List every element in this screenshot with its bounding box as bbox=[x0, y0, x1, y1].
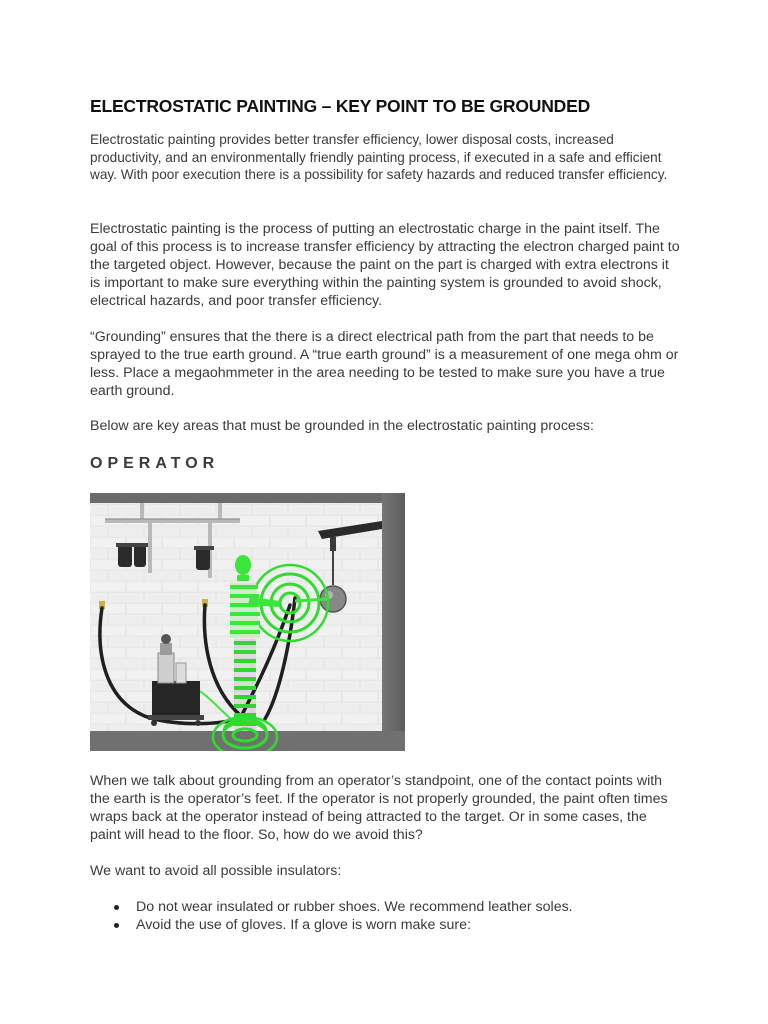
document-title: ELECTROSTATIC PAINTING – KEY POINT TO BE GROUNDED bbox=[90, 96, 591, 116]
insulators-intro: We want to avoid all possible insulators: bbox=[90, 863, 342, 879]
key-areas-intro: Below are key areas that must be grounded in the electrostatic painting process: bbox=[90, 418, 594, 434]
grounding-paragraph: “Grounding” ensures that the there is a direct electrical path from the part that needs to be sprayed to the true earth ground. A “true earth ground” is a measurement of one mega ohm or less. Place a megaohmmeter in the area needing to be tested to make sure you have a true earth ground. bbox=[90, 329, 679, 399]
insulator-list bbox=[90, 898, 680, 934]
operator-grounding-illustration bbox=[90, 493, 405, 751]
list-item-text: Do not wear insulated or rubber shoes. We recommend leather soles. bbox=[136, 899, 573, 915]
bullet-icon bbox=[114, 905, 119, 910]
list-item bbox=[90, 898, 680, 916]
list-item bbox=[90, 916, 680, 934]
process-paragraph: Electrostatic painting is the process of putting an electrostatic charge in the paint itself. The goal of this process is to increase transfer efficiency by attracting the electron charged paint to the targeted object. However, because the paint on the part is charged with extra electrons it is important to make sure everything within the painting system is grounded to avoid shock, electrical hazards, and poor transfer efficiency. bbox=[90, 221, 680, 309]
bullet-icon bbox=[114, 923, 119, 928]
list-item-text: Avoid the use of gloves. If a glove is worn make sure: bbox=[136, 917, 471, 933]
operator-paragraph: When we talk about grounding from an operator’s standpoint, one of the contact points with the earth is the operator’s feet. If the operator is not properly grounded, the paint often times wraps back at the operator instead of being attracted to the target. Or in some cases, the paint will head to the floor. So, how do we avoid this? bbox=[90, 773, 668, 843]
operator-heading: OPERATOR bbox=[90, 455, 220, 472]
intro-paragraph: Electrostatic painting provides better transfer efficiency, lower disposal costs, increased productivity, and an environmentally friendly painting process, if executed in a safe and efficient way. With poor execution there is a possibility for safety hazards and reduced transfer efficiency. bbox=[90, 132, 668, 182]
